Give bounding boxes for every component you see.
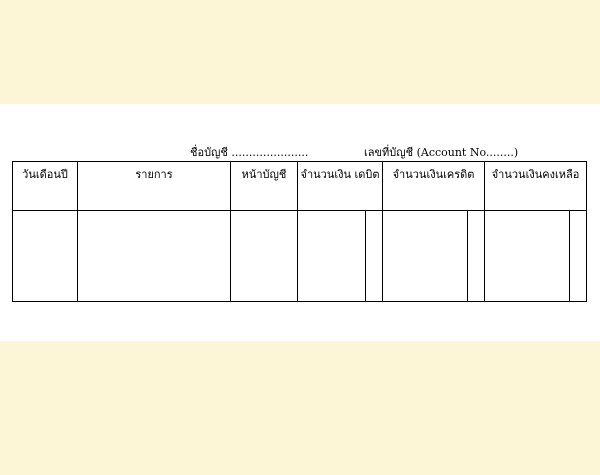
debit-satang-cell: [366, 211, 383, 302]
credit-satang-cell: [468, 211, 485, 302]
date-cell: [13, 211, 78, 302]
account-number-label: เลขที่บัญชี (Account No........): [364, 146, 519, 159]
debit-baht-cell: [298, 211, 366, 302]
col-header-balance: จำนวนเงินคงเหลือ: [485, 162, 587, 211]
col-header-debit: จำนวนเงิน เดบิต: [298, 162, 383, 211]
col-header-date: วันเดือนปี: [13, 162, 78, 211]
balance-baht-cell: [485, 211, 570, 302]
col-header-description: รายการ: [78, 162, 231, 211]
col-header-folio: หน้าบัญชี: [231, 162, 298, 211]
header-row: [13, 162, 587, 211]
folio-cell: [231, 211, 298, 302]
credit-baht-cell: [383, 211, 468, 302]
ledger-table: [12, 161, 587, 302]
description-cell: [78, 211, 231, 302]
account-name-label: ชื่อบัญชี ......................: [190, 146, 309, 159]
entry-row: [13, 211, 587, 302]
balance-satang-cell: [570, 211, 587, 302]
col-header-credit: จำนวนเงินเครดิต: [383, 162, 485, 211]
